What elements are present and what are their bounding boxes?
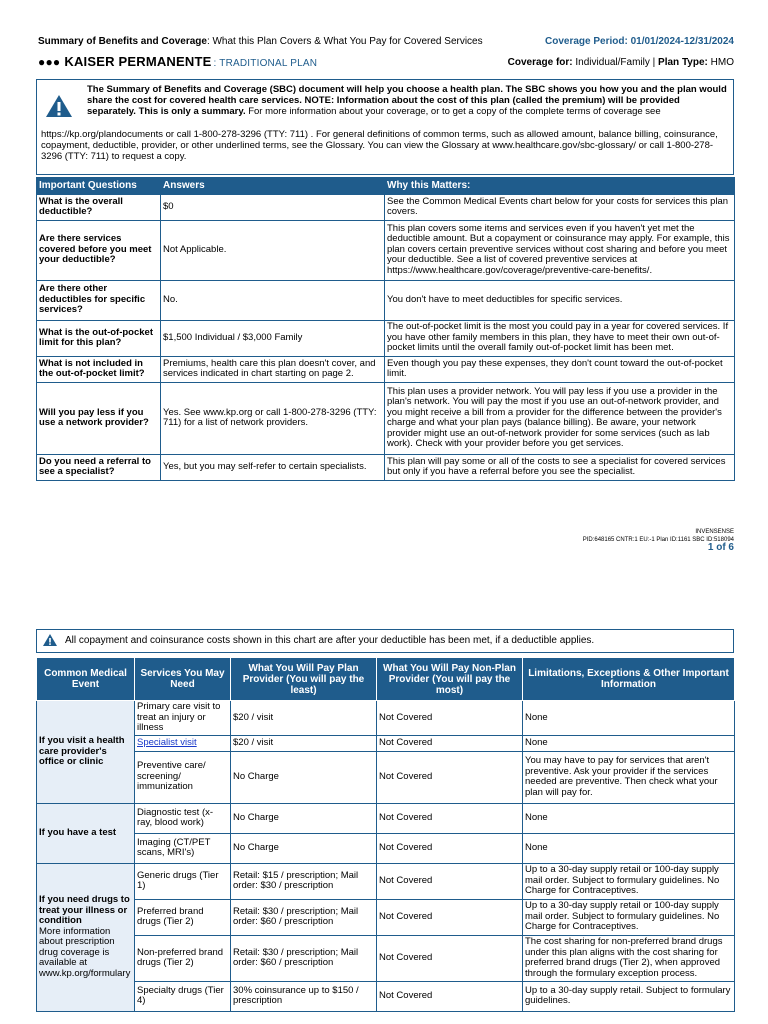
- table-row: Specialist visit $20 / visit Not Covered None: [37, 735, 735, 751]
- table-row: What is the out-of-pocket limit for this plan? $1,500 Individual / $3,000 Family The out-of-pocket limit is the most you could pay in a year for covered services. If you have other family members in this plan, they have to meet their own out-of-pocket limits until the overall family out-of-pocket limit has been met.: [37, 320, 735, 356]
- table-row: Specialty drugs (Tier 4) 30% coinsurance up to $150 / prescription Not Covered Up to a 30-day supply retail. Subject to formulary guidelines.: [37, 981, 735, 1011]
- table-row: If you visit a health care provider's office or clinic Primary care visit to treat an injury or illness $20 / visit Not Covered None: [37, 701, 735, 736]
- col-header: Why this Matters:: [385, 178, 735, 195]
- event-cell: If you need drugs to treat your illness or condition More information about prescription drug coverage is available at www.kp.org/formulary: [37, 863, 135, 1011]
- table-row: What is not included in the out-of-pocket limit? Premiums, health care this plan doesn't cover, and services indicated in chart starting on page 2. Even though you pay these expenses, they don't count toward the out-of-pocket limit.: [37, 356, 735, 382]
- table-row: Non-preferred brand drugs (Tier 2) Retail: $30 / prescription; Mail order: $60 / prescription Not Covered The cost sharing for non-preferred brand drugs under this plan aligns with the cost sharing for preferred brand drugs (Tier 2), when approved through the formulary exception process.: [37, 935, 735, 981]
- chart-note-box: All copayment and coinsurance costs shown in this chart are after your deductible has been met, if a deductible applies.: [36, 629, 734, 653]
- col-header: Important Questions: [37, 178, 161, 195]
- brand-row: [36, 55, 734, 71]
- table-row: Preferred brand drugs (Tier 2) Retail: $30 / prescription; Mail order: $60 / prescription Not Covered Up to a 30-day supply retail or 100-day supply mail order. Subject to formulary guidelines. No Charge for Contraceptives.: [37, 899, 735, 935]
- table-row: What is the overall deductible? $0 See the Common Medical Events chart below for your costs for services this plan covers.: [37, 194, 735, 220]
- table-row: If you need drugs to treat your illness or condition More information about prescription drug coverage is available at www.kp.org/formulary Generic drugs (Tier 1) Retail: $15 / prescription; Mail order: $30 / prescription Not Covered Up to a 30-day supply retail or 100-day supply mail order. Subject to formulary guidelines. No Charge for Contraceptives.: [37, 863, 735, 899]
- table-row: Preventive care/ screening/ immunization No Charge Not Covered You may have to pay for services that aren't preventive. Ask your provider if the services needed are preventive. Then check what your plan will pay for.: [37, 751, 735, 803]
- plan-name: : TRADITIONAL PLAN: [213, 58, 318, 69]
- table-row: Are there other deductibles for specific services? No. You don't have to meet deductibles for specific services.: [37, 280, 735, 320]
- coverage-period: Coverage Period: 01/01/2024-12/31/2024: [544, 36, 734, 47]
- page-footer: INVENSENSE PID:648165 CNTR:1 EU:-1 Plan ID:1161 SBC ID:518094 1 of 6: [582, 529, 734, 553]
- col-header: Common Medical Event: [37, 658, 135, 701]
- col-header: What You Will Pay Non-Plan Provider (You will pay the most): [377, 658, 523, 701]
- event-cell: If you visit a health care provider's office or clinic: [37, 701, 135, 804]
- event-cell: If you have a test: [37, 803, 135, 863]
- common-medical-events-table: [36, 657, 735, 1012]
- people-logo-icon: ●●●: [38, 55, 61, 69]
- sbc-notice-box: [36, 79, 734, 175]
- notice-links: https://kp.org/plandocuments or call 1-800-278-3296 (TTY: 711) . For general definitions of common terms, such as allowed amount, balance billing, coinsurance, copayment, deductible, provider, or other underlined terms, see the Glossary. You can view the Glossary at www.healthcare.gov/sbc-glossary/ or call 1-800-278-3296 (TTY: 711) to request a copy.: [41, 129, 718, 162]
- warning-icon: [43, 634, 57, 646]
- table-row: Do you need a referral to see a specialist? Yes, but you may self-refer to certain specialists. This plan will pay some or all of the costs to see a specialist for covered services but only if you have a referral before you see the specialist.: [37, 454, 735, 480]
- coverage-for: Coverage for: Individual/Family | Plan Type: HMO: [507, 57, 734, 68]
- important-questions-table: [36, 177, 735, 481]
- table-row: Will you pay less if you use a network provider? Yes. See www.kp.org or call 1-800-278-3296 (TTY: 711) for a list of network providers. This plan uses a provider network. You will pay less if you use a provider in the plan's network. You will pay the most if you use an out-of-network provider, and you might receive a bill from a provider for the difference between the provider's charge and what your plan pays (balance billing). Be aware, your network provider might use an out-of-network provider for some services (such as lab work). Check with your provider before you get services.: [37, 382, 735, 454]
- col-header: Services You May Need: [135, 658, 231, 701]
- notice-intro: The Summary of Benefits and Coverage (SBC) document will help you choose a health plan. The SBC shows you how you and the plan would share the cost for covered health care services. NOTE: Information about the cost of this plan (called the premium) will be provided separately. This is only a summary. For more information about your coverage, or to get a copy of the complete terms of coverage see: [87, 84, 727, 117]
- col-header: What You Will Pay Plan Provider (You will pay the least): [231, 658, 377, 701]
- table-row: Imaging (CT/PET scans, MRI's) No Charge Not Covered None: [37, 833, 735, 863]
- warning-icon: [45, 94, 73, 118]
- col-header: Limitations, Exceptions & Other Important Information: [523, 658, 735, 701]
- col-header: Answers: [161, 178, 385, 195]
- document-title: Summary of Benefits and Coverage: What this Plan Covers & What You Pay for Covered Services: [38, 36, 483, 47]
- kaiser-logo: ●●● KAISER PERMANENTE : TRADITIONAL PLAN: [38, 54, 318, 69]
- header-row: [36, 36, 734, 50]
- table-row: If you have a test Diagnostic test (x-ray, blood work) No Charge Not Covered None: [37, 803, 735, 833]
- page-number: 1 of 6: [707, 542, 734, 553]
- table-row: Are there services covered before you meet your deductible? Not Applicable. This plan covers some items and services even if you haven't yet met the deductible amount. But a copayment or coinsurance may apply. For example, this plan covers certain preventive services without cost sharing and before you meet your deductible. See a list of covered preventive services at https://www.healthcare.gov/coverage/preventive-care-benefits/.: [37, 220, 735, 280]
